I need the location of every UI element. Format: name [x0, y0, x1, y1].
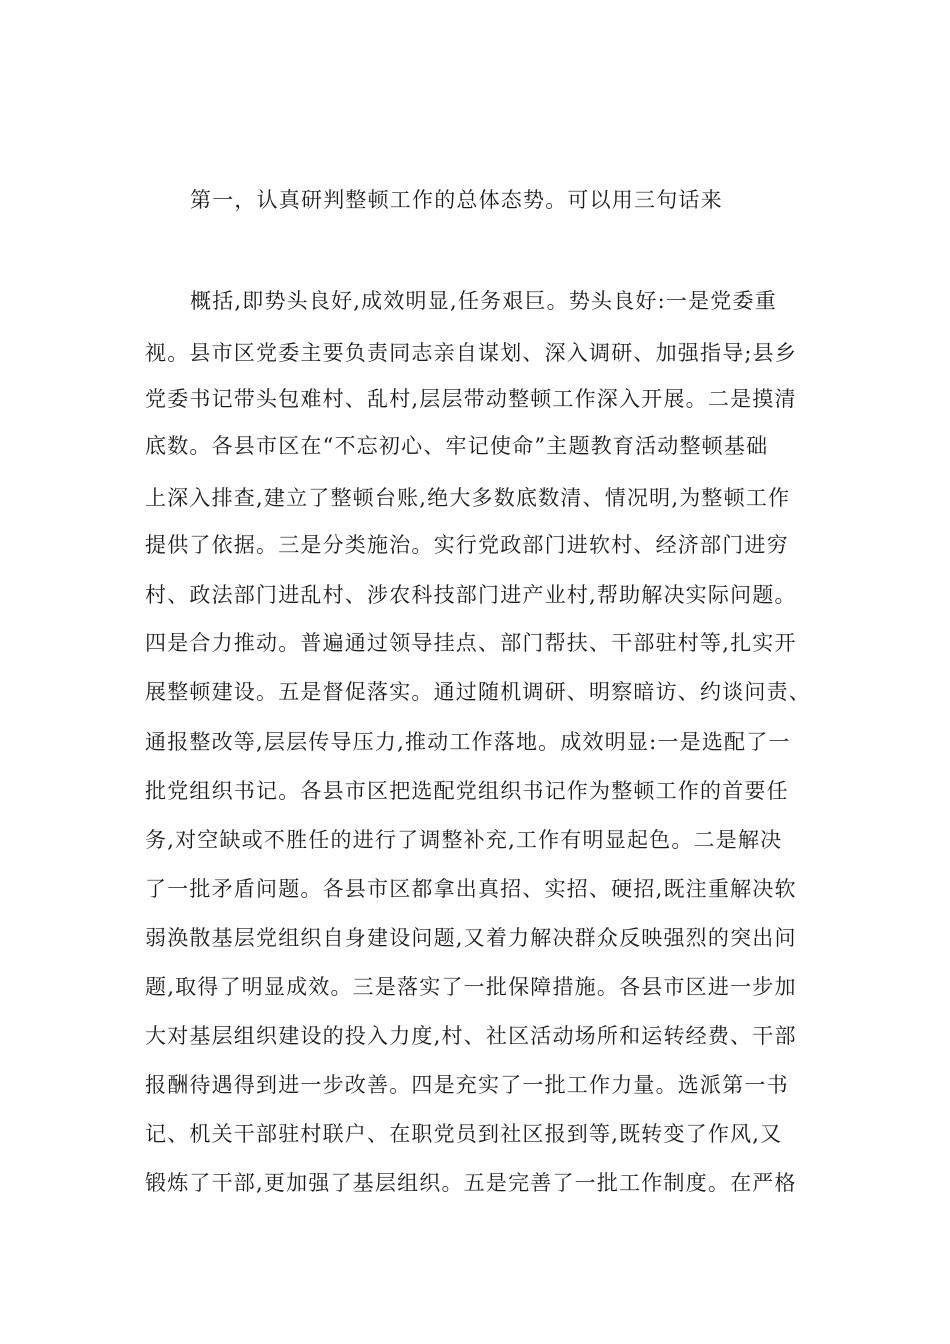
body-line: 锻炼了干部,更加强了基层组织。五是完善了一批工作制度。在严格	[145, 1171, 797, 1195]
body-line: 四是合力推动。普遍通过领导挂点、部门帮扶、干部驻村等,扎实开	[145, 631, 797, 655]
body-line: 报酬待遇得到进一步改善。四是充实了一批工作力量。选派第一书	[145, 1073, 789, 1097]
body-line: 展整顿建设。五是督促落实。通过随机调研、明察暗访、约谈问责、	[145, 680, 811, 704]
body-line: 概括,即势头良好,成效明显,任务艰巨。势头良好:一是党委重	[190, 289, 777, 313]
body-line: 党委书记带头包难村、乱村,层层带动整顿工作深入开展。二是摸清	[145, 387, 797, 411]
body-line: 通报整改等,层层传导压力,推动工作落地。成效明显:一是选配了一	[145, 730, 791, 754]
body-line: 大对基层组织建设的投入力度,村、社区活动场所和运转经费、干部	[145, 1024, 797, 1048]
body-line: 底数。各县市区在“不忘初心、牢记使命”主题教育活动整顿基础	[145, 434, 769, 458]
body-line: 弱涣散基层党组织自身建设问题,又着力解决群众反映强烈的突出问	[145, 926, 797, 950]
body-line: 提供了依据。三是分类施治。实行党政部门进软村、经济部门进穷	[145, 533, 789, 557]
heading-line: 第一，认真研判整顿工作的总体态势。可以用三句话来	[190, 188, 723, 212]
body-line: 了一批矛盾问题。各县市区都拿出真招、实招、硬招,既注重解决软	[145, 877, 797, 901]
body-line: 记、机关干部驻村联户、在职党员到社区报到等,既转变了作风,又	[145, 1122, 783, 1146]
body-line: 务,对空缺或不胜任的进行了调整补充,工作有明显起色。二是解决	[145, 828, 783, 852]
body-line: 题,取得了明显成效。三是落实了一批保障措施。各县市区进一步加	[145, 975, 797, 999]
body-line: 村、政法部门进乱村、涉农科技部门进产业村,帮助解决实际问题。	[145, 583, 797, 607]
body-line: 视。县市区党委主要负责同志亲自谋划、深入调研、加强指导;县乡	[145, 341, 798, 365]
body-line: 批党组织书记。各县市区把选配党组织书记作为整顿工作的首要任	[145, 779, 789, 803]
body-line: 上深入排查,建立了整顿台账,绝大多数底数清、情况明,为整顿工作	[145, 486, 791, 510]
